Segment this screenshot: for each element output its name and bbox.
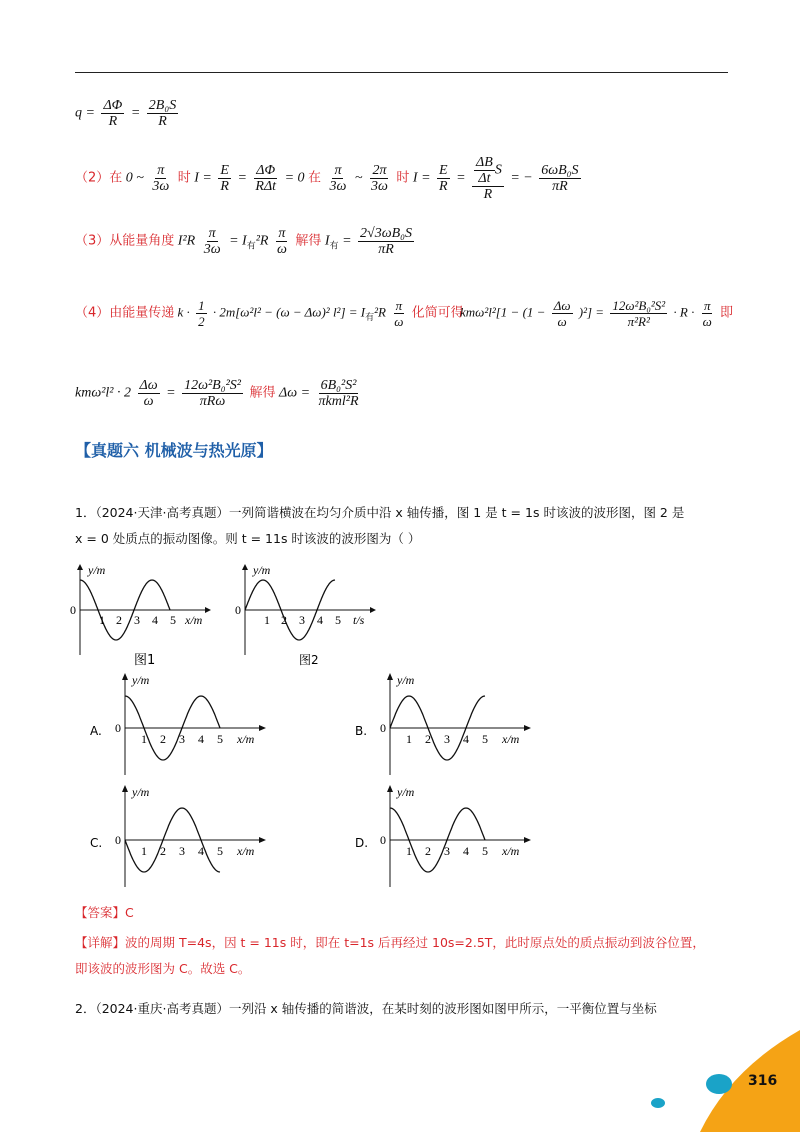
- option-d-tick: 2: [425, 844, 431, 858]
- figure-2-ylabel: y/m: [253, 563, 271, 577]
- figure-1-tick: 3: [134, 613, 140, 627]
- figure-2-caption: 图2: [299, 653, 319, 667]
- option-a-label: A.: [90, 724, 102, 738]
- solution-part-4-rhs: kmω²l²[1 − (1 − $\frac{\Delta\omega}{\omega}$ )²] = $\frac{\text{12ω²B₀²S²}}{\text{π²R²}}$ · R · $\frac{\pi}{\omega}$ 即: [460, 298, 734, 329]
- option-d-label: D.: [355, 836, 369, 850]
- option-b-origin: 0: [380, 721, 386, 735]
- solution-part-5: kmω²l² · 2 $\frac{\Delta\omega}{\omega}$ = $\frac{\text{12ω²B₀²S²}}{\text{πRω}}$ 解得 Δω = $\frac{\text{6B₀²S²}}{\text{πkml²R}}$: [75, 378, 359, 409]
- option-c-ylabel: y/m: [132, 785, 150, 799]
- option-a-ylabel: y/m: [132, 673, 150, 687]
- option-b-label: B.: [355, 724, 368, 738]
- teal-dot-large: [706, 1074, 732, 1094]
- answer: [75, 900, 134, 926]
- option-d[interactable]: [355, 785, 531, 887]
- figure-2-origin: 0: [235, 603, 241, 617]
- option-a-tick: 4: [198, 732, 204, 746]
- answer-label: 【答案】: [75, 905, 126, 920]
- option-b-tick: 1: [406, 732, 412, 746]
- option-a-y-arrow: [122, 673, 128, 680]
- option-c-tick: 1: [141, 844, 147, 858]
- answer-value: C: [125, 905, 134, 920]
- option-b-x-arrow: [524, 725, 531, 731]
- option-c-origin: 0: [115, 833, 121, 847]
- option-d-tick: 1: [406, 844, 412, 858]
- figure-2-tick: 5: [335, 613, 341, 627]
- option-a-tick: 3: [179, 732, 185, 746]
- explanation-line-2: 即该波的波形图为 C。故选 C。: [75, 961, 251, 976]
- option-a-origin: 0: [115, 721, 121, 735]
- figure-1-tick: 5: [170, 613, 176, 627]
- figure-2-tick: 4: [317, 613, 323, 627]
- option-c-label: C.: [90, 836, 103, 850]
- option-a-xlabel: x/m: [237, 732, 255, 746]
- section-title: 【真题六 机械波与热光原】: [75, 441, 273, 460]
- option-b-y-arrow: [387, 673, 393, 680]
- option-d-y-arrow: [387, 785, 393, 792]
- option-d-x-arrow: [524, 837, 531, 843]
- option-b-xlabel: x/m: [502, 732, 520, 746]
- solution-part-4: （4）由能量传递 k · $\frac{1}{2}$ · 2m[ω²l² − (ω − Δω)² $l^2] = I_有^2R$ $\frac{\pi}{\omega}$ 化简可得: [75, 298, 464, 329]
- solution-part-2: （2）在 0 ~ $\frac{\pi}{3\omega}$ 时 I = $\frac{E}{R}$ = $\frac{\Delta\Phi}{\text{RΔt}}$ = 0 在 $\frac{\pi}{3\omega}$ ~ $\frac{2\pi}{3\omega}$ 时 I = $\frac{E}{R}$ = $\frac{\Delta B}{\Delta t}$ S R = − $\frac{\text{6ωB₀S}}{\pi R}$: [75, 155, 579, 202]
- option-d-tick: 4: [463, 844, 469, 858]
- figure-1-tick: 2: [116, 613, 122, 627]
- figure-1-xlabel: x/m: [185, 613, 203, 627]
- option-a-x-arrow: [259, 725, 266, 731]
- figure-2-tick: 3: [299, 613, 305, 627]
- figure-1-ylabel: y/m: [88, 563, 106, 577]
- option-c-xlabel: x/m: [237, 844, 255, 858]
- figure-1-origin: 0: [70, 603, 76, 617]
- figure-2-tick: 1: [264, 613, 270, 627]
- figure-2-xlabel: t/s: [353, 613, 365, 627]
- figure-2-tick: 2: [281, 613, 287, 627]
- question-1-line-1: 1．（2024·天津·高考真题）一列简谐横波在均匀介质中沿 x 轴传播，图 1 是 t = 1s 时该波的波形图，图 2 是: [75, 505, 685, 520]
- figure-2: [235, 563, 375, 667]
- option-c-tick: 4: [198, 844, 204, 858]
- explanation-label: 【详解】: [75, 935, 126, 950]
- option-c[interactable]: [90, 785, 266, 887]
- option-c-tick: 3: [179, 844, 185, 858]
- header-rule: [75, 72, 728, 73]
- option-a-tick: 2: [160, 732, 166, 746]
- explanation-line-1: 波的周期 T=4s，因 t = 11s 时，即在 t=1s 后再经过 10s=2.5T，此时原点处的质点振动到波谷位置，: [125, 935, 705, 950]
- option-c-y-arrow: [122, 785, 128, 792]
- figure-1-tick: 1: [99, 613, 105, 627]
- page-number: 316: [748, 1073, 778, 1089]
- question-1-line-2: x = 0 处质点的振动图像。则 t = 11s 时该波的波形图为（ ）: [75, 531, 421, 546]
- question-1-options: [85, 670, 545, 890]
- option-d-origin: 0: [380, 833, 386, 847]
- question-2-text: 2．（2024·重庆·高考真题）一列沿 x 轴传播的简谐波，在某时刻的波形图如图甲所示，一平衡位置与坐标: [75, 1001, 657, 1016]
- figure-1-tick: 4: [152, 613, 158, 627]
- option-a[interactable]: [90, 673, 266, 775]
- equation-charge: q = $\frac{\Delta\Phi}{R}$ = $\frac{\text{2B₀S}}{R}$: [75, 98, 177, 129]
- option-a-tick: 1: [141, 732, 147, 746]
- option-d-tick: 3: [444, 844, 450, 858]
- option-b-ylabel: y/m: [397, 673, 415, 687]
- option-b[interactable]: [355, 673, 531, 775]
- figure-1-caption: 图1: [134, 653, 156, 668]
- option-c-tick: 5: [217, 844, 223, 858]
- figure-1: [70, 563, 210, 668]
- option-c-tick: 2: [160, 844, 166, 858]
- explanation: [75, 930, 735, 982]
- option-c-x-arrow: [259, 837, 266, 843]
- option-d-tick: 5: [482, 844, 488, 858]
- teal-dot-small: [651, 1098, 665, 1108]
- option-d-xlabel: x/m: [502, 844, 520, 858]
- option-a-tick: 5: [217, 732, 223, 746]
- option-b-tick: 4: [463, 732, 469, 746]
- option-d-ylabel: y/m: [397, 785, 415, 799]
- option-b-tick: 5: [482, 732, 488, 746]
- question-1-text: [75, 500, 735, 552]
- option-b-tick: 2: [425, 732, 431, 746]
- question-1-figures: [60, 560, 400, 670]
- solution-part-3: （3）从能量角度 I²R $\frac{\pi}{3\omega}$ = $I_有^2R$ $\frac{\pi}{\omega}$ 解得 $I_有$ = $\frac{\text{2√3ωB₀S}}{\pi R}$: [75, 226, 413, 257]
- option-b-tick: 3: [444, 732, 450, 746]
